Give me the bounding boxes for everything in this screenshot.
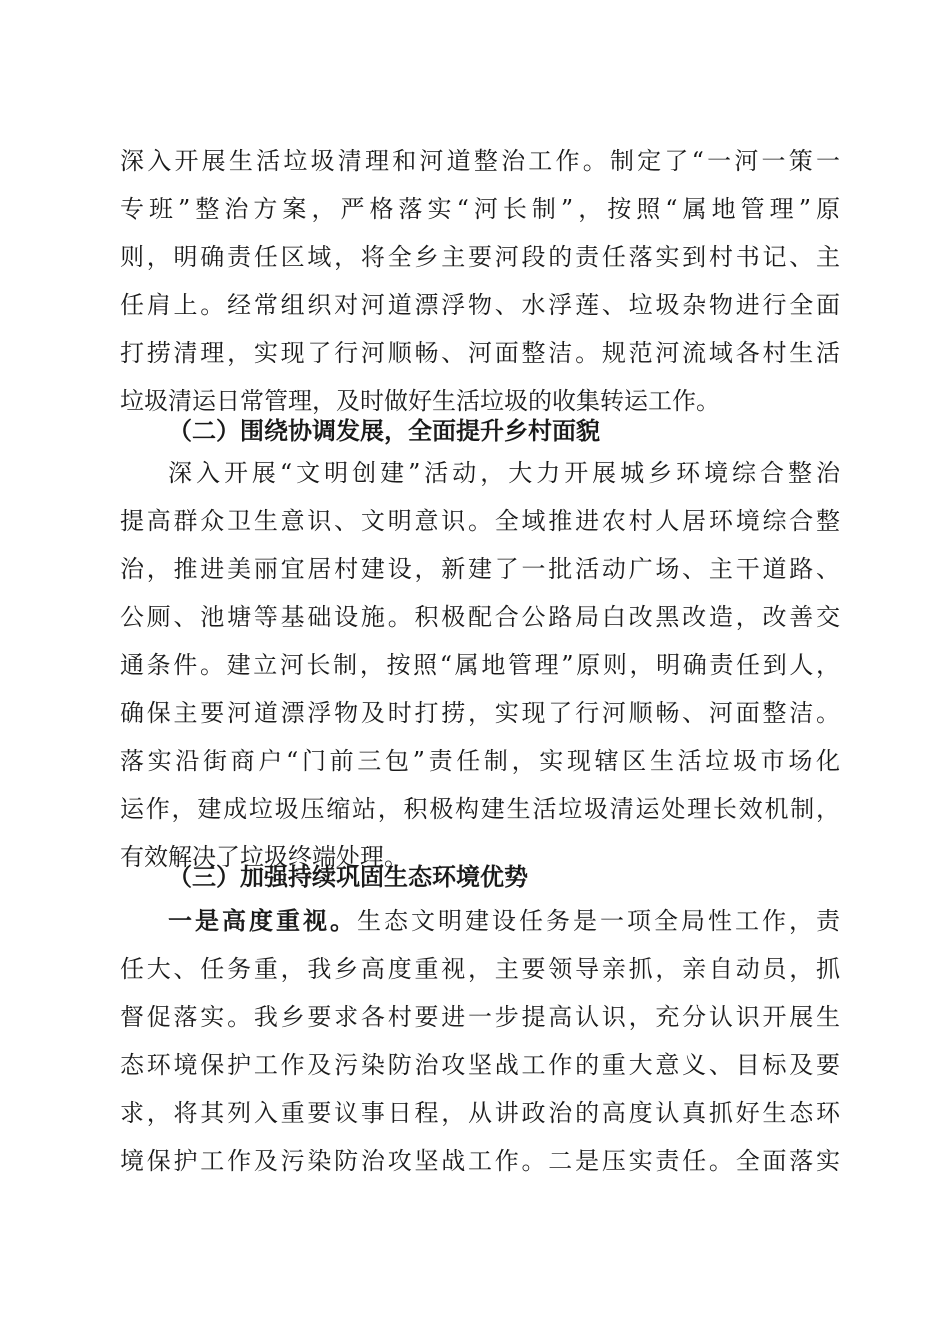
text-line: 专班”整治方案，严格落实“河长制”，按照“属地管理”原 xyxy=(120,195,840,223)
section-heading-2 xyxy=(120,407,840,455)
section-heading-3 xyxy=(120,853,840,901)
text-line: 打捞清理，实现了行河顺畅、河面整洁。规范河流域各村生活 xyxy=(120,339,840,367)
text-line: 督促落实。我乡要求各村要进一步提高认识，充分认识开展生 xyxy=(120,1003,840,1031)
text-run: 生态文明建设任务是一项全局性工作，责 xyxy=(357,907,840,935)
text-line: 深入开展生活垃圾清理和河道整治工作。制定了“一河一策一 xyxy=(120,147,840,175)
lead-phrase: 一是高度重视。 xyxy=(168,906,357,935)
paragraph-river-cleanup xyxy=(120,137,840,425)
text-line: 公厕、池塘等基础设施。积极配合公路局白改黑改造，改善交 xyxy=(120,603,840,631)
text-line: 确保主要河道漂浮物及时打捞，实现了行河顺畅、河面整洁。 xyxy=(120,699,840,727)
text-line: 则，明确责任区域，将全乡主要河段的责任落实到村书记、主 xyxy=(120,243,840,271)
text-line: 深入开展“文明创建”活动，大力开展城乡环境综合整治 xyxy=(168,459,840,487)
text-line: 落实沿街商户“门前三包”责任制，实现辖区生活垃圾市场化 xyxy=(120,747,840,775)
heading-text: （三）加强持续巩固生态环境优势 xyxy=(168,862,528,891)
paragraph-civilization xyxy=(120,449,840,881)
text-line: 求，将其列入重要议事日程，从讲政治的高度认真抓好生态环 xyxy=(120,1099,840,1127)
paragraph-ecology xyxy=(120,897,840,1185)
text-line: 运作，建成垃圾压缩站，积极构建生活垃圾清运处理长效机制， xyxy=(120,795,840,823)
text-line: 提高群众卫生意识、文明意识。全域推进农村人居环境综合整 xyxy=(120,507,840,535)
text-line: 治，推进美丽宜居村建设，新建了一批活动广场、主干道路、 xyxy=(120,555,840,583)
text-line xyxy=(120,897,840,945)
text-line: 任大、任务重，我乡高度重视，主要领导亲抓，亲自动员，抓 xyxy=(120,955,840,983)
text-line: 态环境保护工作及污染防治攻坚战工作的重大意义、目标及要 xyxy=(120,1051,840,1079)
text-line: 通条件。建立河长制，按照“属地管理”原则，明确责任到人， xyxy=(120,651,840,679)
text-line: 垃圾清运日常管理，及时做好生活垃圾的收集转运工作。 xyxy=(120,387,720,415)
text-line: 境保护工作及污染防治攻坚战工作。二是压实责任。全面落实 xyxy=(120,1147,840,1175)
heading-text: （二）围绕协调发展，全面提升乡村面貌 xyxy=(168,416,600,445)
text-line: 有效解决了垃圾终端处理。 xyxy=(120,843,408,871)
text-line: 任肩上。经常组织对河道漂浮物、水浮莲、垃圾杂物进行全面 xyxy=(120,291,840,319)
